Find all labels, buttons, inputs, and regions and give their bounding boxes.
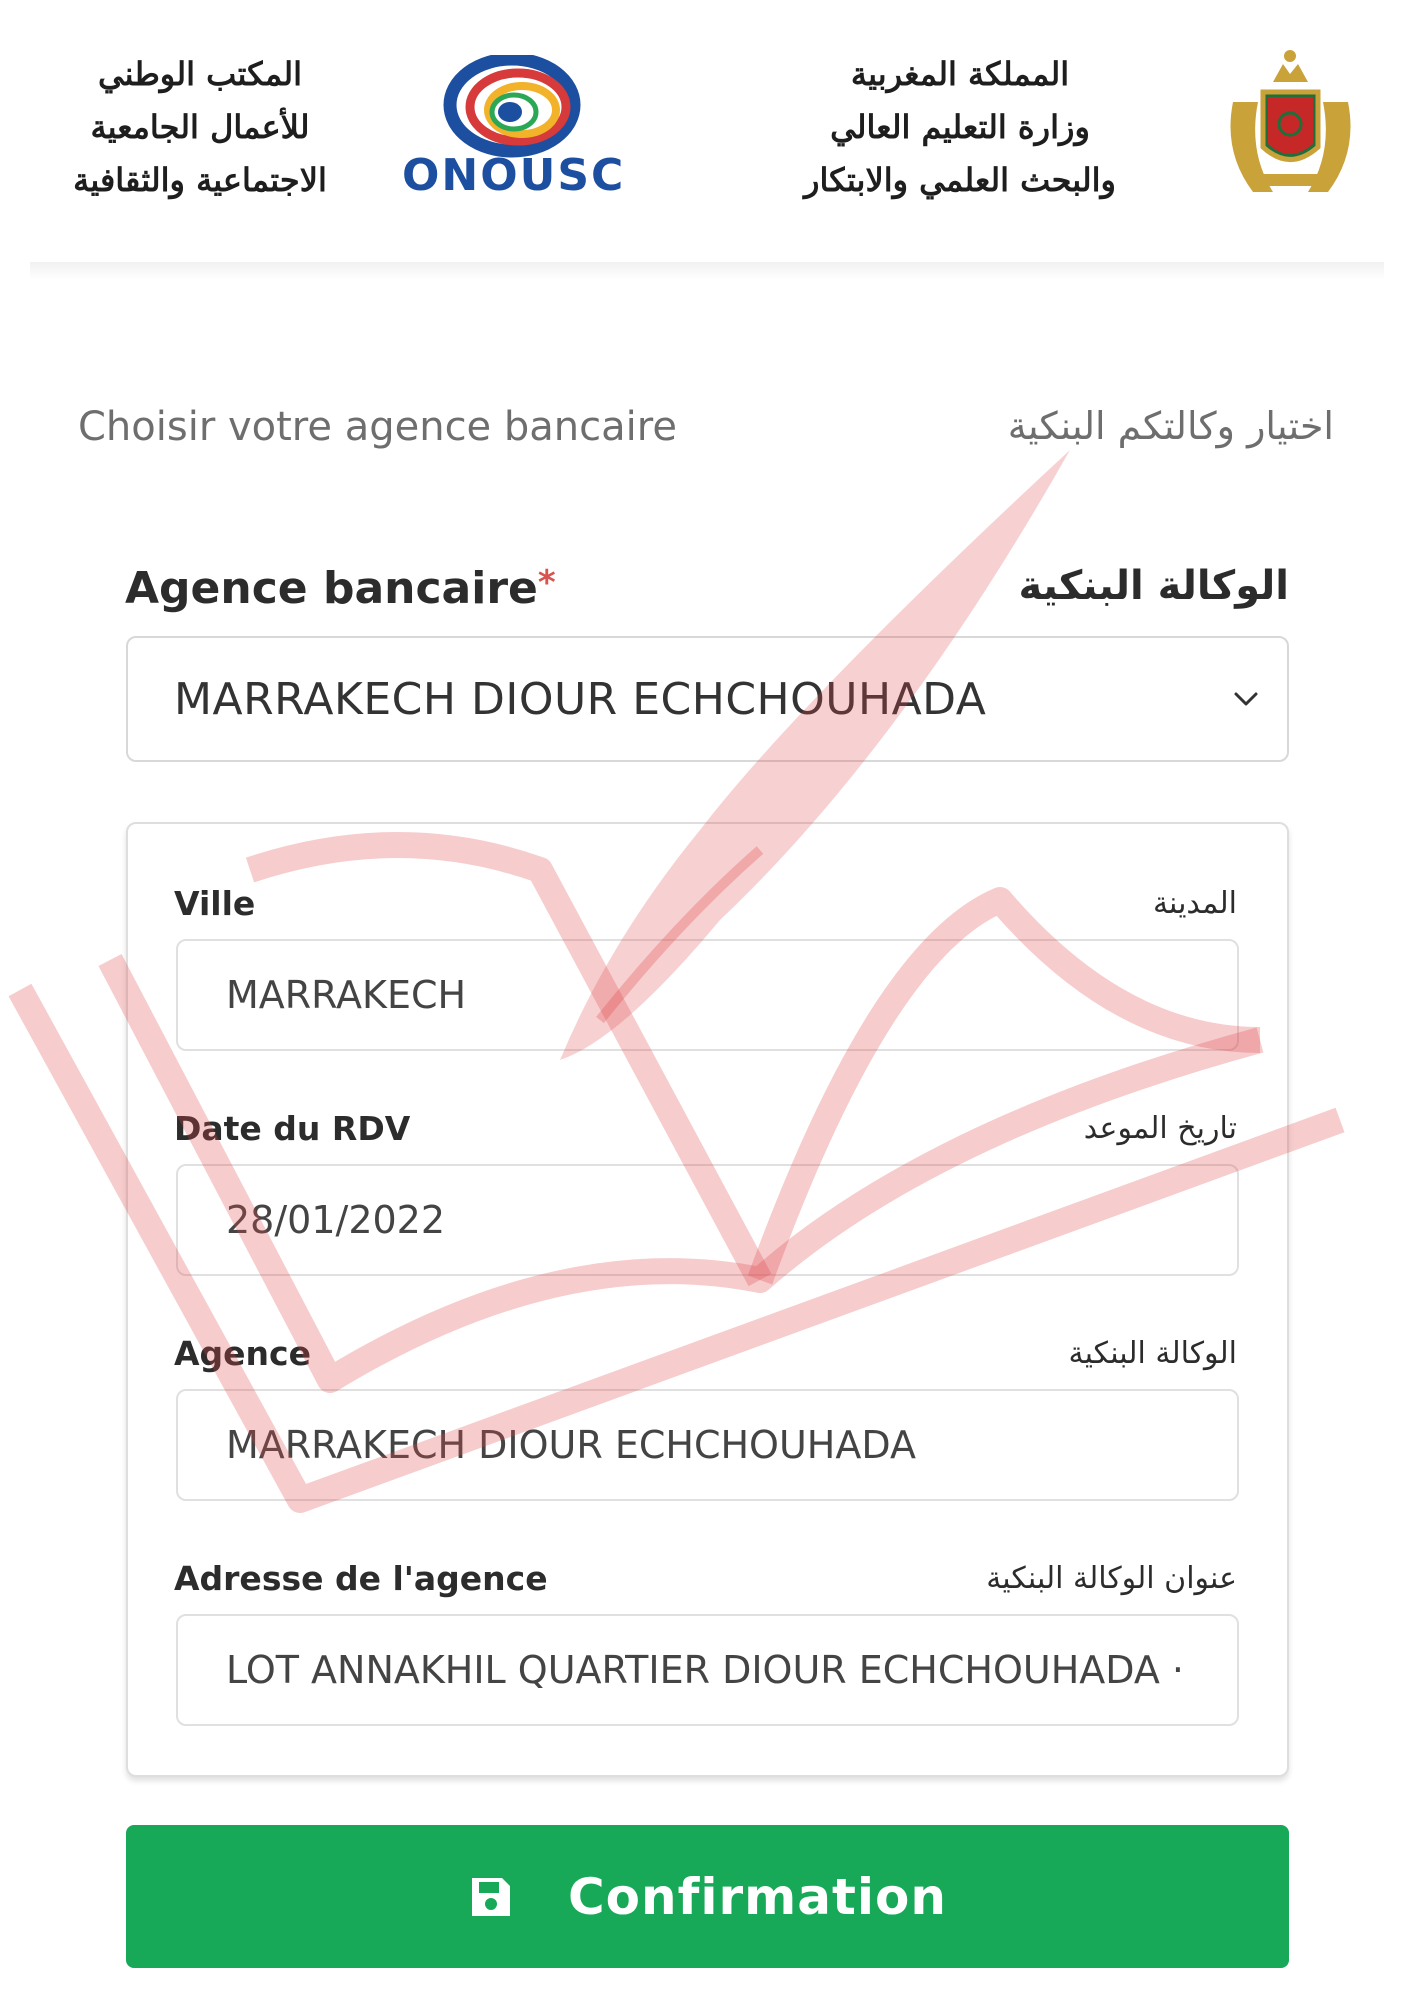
step-title-ar: اختيار وكالتكم البنكية xyxy=(1007,404,1334,448)
chevron-down-icon[interactable] xyxy=(1231,684,1261,714)
date-rdv-field[interactable]: 28/01/2022 xyxy=(176,1164,1239,1276)
header-divider xyxy=(30,262,1384,280)
agence-bancaire-label-ar: الوكالة البنكية xyxy=(1018,563,1289,609)
confirmation-button[interactable] xyxy=(126,1825,1289,1968)
office-line: للأعمال الجامعية xyxy=(90,108,310,146)
ville-label-ar: المدينة xyxy=(1152,886,1237,921)
office-title xyxy=(40,48,360,207)
date-rdv-label-ar: تاريخ الموعد xyxy=(1083,1111,1237,1146)
agence-label: Agence xyxy=(174,1334,311,1373)
ministry-line: والبحث العلمي والابتكار xyxy=(804,161,1116,199)
agence-bancaire-select[interactable] xyxy=(126,636,1289,762)
agence-field[interactable]: MARRAKECH DIOUR ECHCHOUHADA xyxy=(176,1389,1239,1501)
header xyxy=(0,0,1414,270)
office-line: الاجتماعية والثقافية xyxy=(73,161,327,199)
agence-bancaire-label xyxy=(125,563,556,614)
ministry-title xyxy=(760,48,1160,207)
adresse-label: Adresse de l'agence xyxy=(174,1559,548,1598)
onousc-logo-text: ONOUSC xyxy=(402,150,626,201)
agency-details-card xyxy=(126,822,1289,1777)
ministry-line: المملكة المغربية xyxy=(850,55,1070,93)
coat-of-arms-icon xyxy=(1213,42,1368,202)
ville-field[interactable]: MARRAKECH xyxy=(176,939,1239,1051)
agence-bancaire-selected-value: MARRAKECH DIOUR ECHCHOUHADA xyxy=(174,673,987,725)
save-icon xyxy=(468,1874,514,1920)
agence-bancaire-label-text: Agence bancaire xyxy=(125,563,538,614)
adresse-label-ar: عنوان الوكالة البنكية xyxy=(986,1561,1237,1596)
office-line: المكتب الوطني xyxy=(98,55,302,93)
date-rdv-label: Date du RDV xyxy=(174,1109,411,1148)
adresse-field[interactable]: LOT ANNAKHIL QUARTIER DIOUR ECHCHOUHADA · xyxy=(176,1614,1239,1726)
step-title-fr: Choisir votre agence bancaire xyxy=(78,404,677,450)
confirmation-label: Confirmation xyxy=(567,1867,948,1926)
required-mark: * xyxy=(537,563,556,603)
ministry-line: وزارة التعليم العالي xyxy=(830,108,1090,146)
ville-label: Ville xyxy=(174,884,256,923)
agence-label-ar: الوكالة البنكية xyxy=(1068,1336,1237,1371)
